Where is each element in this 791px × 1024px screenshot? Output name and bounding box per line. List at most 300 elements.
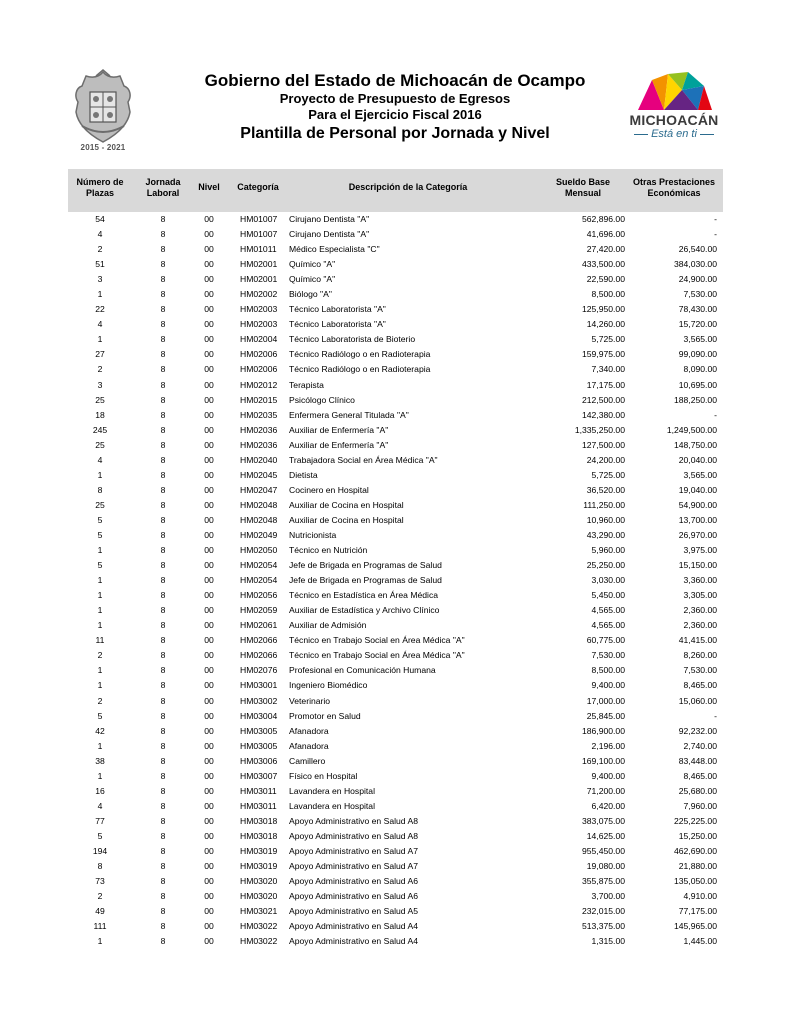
cell-descripcion: Afanadora	[289, 725, 329, 736]
cell-sueldo: 142,380.00	[581, 409, 625, 420]
cell-otras: 10,695.00	[678, 379, 717, 390]
cell-num-plazas: 3	[97, 274, 103, 285]
cell-categoria: HM02004	[240, 334, 278, 345]
cell-num-plazas: 194	[92, 845, 108, 856]
cell-sueldo: 5,960.00	[591, 545, 625, 556]
cell-nivel: 00	[204, 484, 214, 495]
table-row	[0, 393, 791, 408]
cell-categoria: HM02003	[240, 304, 278, 315]
cell-sueldo: 125,950.00	[581, 304, 625, 315]
cell-nivel: 00	[204, 379, 214, 390]
cell-nivel: 00	[204, 409, 214, 420]
cell-jornada: 8	[160, 575, 166, 586]
cell-descripcion: Biólogo "A"	[289, 289, 332, 300]
cell-nivel: 00	[204, 424, 214, 435]
column-header-sueldo: Sueldo Base Mensual	[555, 177, 611, 198]
cell-sueldo: 433,500.00	[581, 259, 625, 270]
cell-nivel: 00	[204, 590, 214, 601]
cell-nivel: 00	[204, 891, 214, 902]
cell-sueldo: 5,725.00	[591, 469, 625, 480]
table-row	[0, 453, 791, 468]
table-row	[0, 227, 791, 242]
table-row	[0, 724, 791, 739]
cell-otras: -	[714, 710, 717, 721]
cell-num-plazas: 1	[97, 545, 103, 556]
cell-otras: 92,232.00	[678, 725, 717, 736]
cell-jornada: 8	[160, 364, 166, 375]
cell-descripcion: Técnico Laboratorista "A"	[289, 319, 386, 330]
table-row	[0, 648, 791, 663]
cell-jornada: 8	[160, 770, 166, 781]
cell-descripcion: Nutricionista	[289, 529, 337, 540]
table-row	[0, 814, 791, 829]
cell-nivel: 00	[204, 710, 214, 721]
cell-num-plazas: 4	[97, 229, 103, 240]
table-row	[0, 618, 791, 633]
cell-nivel: 00	[204, 229, 214, 240]
cell-descripcion: Médico Especialista "C"	[289, 244, 380, 255]
cell-categoria: HM03007	[240, 770, 278, 781]
cell-jornada: 8	[160, 830, 166, 841]
cell-num-plazas: 4	[97, 454, 103, 465]
cell-jornada: 8	[160, 755, 166, 766]
cell-num-plazas: 8	[97, 861, 103, 872]
cell-otras: 77,175.00	[678, 906, 717, 917]
cell-num-plazas: 2	[97, 364, 103, 375]
cell-otras: 3,975.00	[683, 545, 717, 556]
cell-num-plazas: 54	[95, 214, 105, 224]
cell-nivel: 00	[204, 514, 214, 525]
cell-descripcion: Apoyo Administrativo en Salud A5	[289, 906, 418, 917]
cell-num-plazas: 1	[97, 680, 103, 691]
cell-otras: 8,465.00	[683, 680, 717, 691]
cell-jornada: 8	[160, 680, 166, 691]
table-row	[0, 257, 791, 272]
cell-descripcion: Auxiliar de Enfermería "A"	[289, 424, 389, 435]
cell-otras: 3,565.00	[683, 469, 717, 480]
cell-categoria: HM02003	[240, 319, 278, 330]
cell-descripcion: Lavandera en Hospital	[289, 785, 375, 796]
cell-categoria: HM02001	[240, 274, 278, 285]
cell-categoria: HM02036	[240, 424, 278, 435]
cell-sueldo: 6,420.00	[591, 800, 625, 811]
cell-sueldo: 1,315.00	[591, 936, 625, 947]
cell-nivel: 00	[204, 304, 214, 315]
cell-descripcion: Apoyo Administrativo en Salud A8	[289, 815, 418, 826]
cell-sueldo: 1,335,250.00	[574, 424, 625, 435]
cell-descripcion: Auxiliar de Enfermería "A"	[289, 439, 389, 450]
cell-jornada: 8	[160, 259, 166, 270]
cell-categoria: HM03005	[240, 740, 278, 751]
cell-jornada: 8	[160, 861, 166, 872]
cell-otras: 2,360.00	[683, 620, 717, 631]
cell-categoria: HM03019	[240, 861, 278, 872]
cell-num-plazas: 1	[97, 575, 103, 586]
cell-sueldo: 4,565.00	[591, 620, 625, 631]
table-row	[0, 287, 791, 302]
cell-categoria: HM03019	[240, 845, 278, 856]
cell-descripcion: Cocinero en Hospital	[289, 484, 369, 495]
table-row	[0, 603, 791, 618]
cell-sueldo: 955,450.00	[581, 845, 625, 856]
column-header-otras: Otras Prestaciones Económicas	[632, 177, 716, 198]
cell-descripcion: Jefe de Brigada en Programas de Salud	[289, 575, 442, 586]
cell-categoria: HM02054	[240, 560, 278, 571]
cell-jornada: 8	[160, 710, 166, 721]
cell-categoria: HM02002	[240, 289, 278, 300]
cell-otras: 1,445.00	[683, 936, 717, 947]
cell-categoria: HM03018	[240, 830, 278, 841]
cell-descripcion: Técnico Laboratorista de Bioterio	[289, 334, 416, 345]
cell-jornada: 8	[160, 514, 166, 525]
cell-descripcion: Auxiliar de Admisión	[289, 620, 367, 631]
cell-otras: 2,360.00	[683, 605, 717, 616]
cell-categoria: HM02054	[240, 575, 278, 586]
state-seal-logo	[68, 68, 138, 154]
cell-sueldo: 25,845.00	[586, 710, 625, 721]
cell-categoria: HM03005	[240, 725, 278, 736]
cell-jornada: 8	[160, 529, 166, 540]
cell-sueldo: 212,500.00	[581, 394, 625, 405]
cell-descripcion: Técnico en Estadística en Área Médica	[289, 590, 439, 601]
cell-otras: 4,910.00	[683, 891, 717, 902]
cell-descripcion: Técnico Laboratorista "A"	[289, 304, 386, 315]
cell-descripcion: Técnico Radiólogo o en Radioterapia	[289, 349, 431, 360]
cell-num-plazas: 51	[95, 259, 105, 270]
cell-otras: 15,150.00	[678, 560, 717, 571]
cell-sueldo: 36,520.00	[586, 484, 625, 495]
cell-categoria: HM03001	[240, 680, 278, 691]
cell-descripcion: Químico "A"	[289, 274, 336, 285]
cell-num-plazas: 1	[97, 770, 103, 781]
cell-nivel: 00	[204, 529, 214, 540]
cell-num-plazas: 22	[95, 304, 105, 315]
table-row	[0, 362, 791, 377]
cell-sueldo: 127,500.00	[581, 439, 625, 450]
cell-num-plazas: 4	[97, 319, 103, 330]
table-row	[0, 799, 791, 814]
cell-num-plazas: 18	[95, 409, 105, 420]
cell-otras: 78,430.00	[678, 304, 717, 315]
cell-descripcion: Lavandera en Hospital	[289, 800, 375, 811]
cell-sueldo: 19,080.00	[586, 861, 625, 872]
cell-descripcion: Apoyo Administrativo en Salud A6	[289, 876, 418, 887]
cell-jornada: 8	[160, 785, 166, 796]
cell-num-plazas: 1	[97, 289, 103, 300]
cell-otras: 2,740.00	[683, 740, 717, 751]
column-header-categoria: Categoría	[237, 182, 279, 192]
cell-otras: 19,040.00	[678, 484, 717, 495]
cell-otras: 3,305.00	[683, 590, 717, 601]
cell-jornada: 8	[160, 409, 166, 420]
cell-descripcion: Apoyo Administrativo en Salud A6	[289, 891, 418, 902]
cell-nivel: 00	[204, 259, 214, 270]
cell-descripcion: Psicólogo Clínico	[289, 394, 355, 405]
cell-sueldo: 5,725.00	[591, 334, 625, 345]
cell-descripcion: Cirujano Dentista "A"	[289, 214, 370, 224]
cell-descripcion: Jefe de Brigada en Programas de Salud	[289, 560, 442, 571]
cell-otras: -	[714, 229, 717, 240]
cell-sueldo: 14,625.00	[586, 830, 625, 841]
table-header	[68, 169, 723, 212]
cell-descripcion: Ingeniero Biomédico	[289, 680, 368, 691]
cell-num-plazas: 1	[97, 740, 103, 751]
cell-num-plazas: 5	[97, 529, 103, 540]
table-row	[0, 498, 791, 513]
cell-jornada: 8	[160, 906, 166, 917]
cell-nivel: 00	[204, 830, 214, 841]
cell-num-plazas: 1	[97, 605, 103, 616]
cell-sueldo: 14,260.00	[586, 319, 625, 330]
cell-num-plazas: 38	[95, 755, 105, 766]
cell-jornada: 8	[160, 590, 166, 601]
cell-categoria: HM02045	[240, 469, 278, 480]
cell-jornada: 8	[160, 319, 166, 330]
cell-descripcion: Auxiliar de Cocina en Hospital	[289, 514, 404, 525]
cell-descripcion: Enfermera General Titulada "A"	[289, 409, 409, 420]
cell-descripcion: Dietista	[289, 469, 318, 480]
cell-num-plazas: 4	[97, 800, 103, 811]
table-row	[0, 829, 791, 844]
cell-nivel: 00	[204, 620, 214, 631]
cell-sueldo: 71,200.00	[586, 785, 625, 796]
cell-categoria: HM03022	[240, 921, 278, 932]
cell-nivel: 00	[204, 815, 214, 826]
table-row	[0, 904, 791, 919]
cell-otras: 3,565.00	[683, 334, 717, 345]
table-row	[0, 754, 791, 769]
cell-num-plazas: 5	[97, 830, 103, 841]
cell-nivel: 00	[204, 650, 214, 661]
cell-otras: 384,030.00	[673, 259, 717, 270]
cell-num-plazas: 1	[97, 334, 103, 345]
cell-sueldo: 2,196.00	[591, 740, 625, 751]
cell-categoria: HM02001	[240, 259, 278, 270]
cell-sueldo: 9,400.00	[591, 680, 625, 691]
cell-jornada: 8	[160, 244, 166, 255]
cell-otras: 15,250.00	[678, 830, 717, 841]
cell-jornada: 8	[160, 349, 166, 360]
cell-sueldo: 7,340.00	[591, 364, 625, 375]
cell-sueldo: 60,775.00	[586, 635, 625, 646]
cell-jornada: 8	[160, 665, 166, 676]
cell-nivel: 00	[204, 695, 214, 706]
table-row	[0, 784, 791, 799]
table-row	[0, 919, 791, 934]
cell-categoria: HM02006	[240, 349, 278, 360]
table-row	[0, 889, 791, 904]
cell-categoria: HM02035	[240, 409, 278, 420]
cell-descripcion: Auxiliar de Estadística y Archivo Clínico	[289, 605, 440, 616]
cell-sueldo: 513,375.00	[581, 921, 625, 932]
cell-otras: 135,050.00	[673, 876, 717, 887]
table-row	[0, 588, 791, 603]
cell-num-plazas: 1	[97, 469, 103, 480]
cell-num-plazas: 5	[97, 514, 103, 525]
cell-descripcion: Físico en Hospital	[289, 770, 358, 781]
cell-descripcion: Apoyo Administrativo en Salud A7	[289, 845, 418, 856]
cell-nivel: 00	[204, 740, 214, 751]
cell-nivel: 00	[204, 800, 214, 811]
cell-otras: 462,690.00	[673, 845, 717, 856]
table-row	[0, 212, 791, 227]
cell-descripcion: Promotor en Salud	[289, 710, 361, 721]
cell-nivel: 00	[204, 725, 214, 736]
cell-descripcion: Apoyo Administrativo en Salud A7	[289, 861, 418, 872]
cell-jornada: 8	[160, 214, 166, 224]
cell-jornada: 8	[160, 424, 166, 435]
cell-otras: 13,700.00	[678, 514, 717, 525]
cell-otras: 83,448.00	[678, 755, 717, 766]
cell-nivel: 00	[204, 635, 214, 646]
cell-categoria: HM02040	[240, 454, 278, 465]
cell-nivel: 00	[204, 214, 214, 224]
cell-sueldo: 43,290.00	[586, 529, 625, 540]
document-subtitle-fiscal-year: Para el Ejercicio Fiscal 2016	[308, 107, 482, 122]
cell-sueldo: 25,250.00	[586, 560, 625, 571]
cell-sueldo: 5,450.00	[591, 590, 625, 601]
cell-sueldo: 562,896.00	[581, 214, 625, 224]
table-row	[0, 528, 791, 543]
cell-descripcion: Técnico en Trabajo Social en Área Médica "A"	[289, 635, 465, 646]
cell-otras: 15,060.00	[678, 695, 717, 706]
cell-descripcion: Técnico Radiólogo o en Radioterapia	[289, 364, 431, 375]
cell-categoria: HM03022	[240, 936, 278, 947]
cell-sueldo: 17,000.00	[586, 695, 625, 706]
cell-sueldo: 24,200.00	[586, 454, 625, 465]
cell-descripcion: Afanadora	[289, 740, 329, 751]
cell-otras: -	[714, 409, 717, 420]
cell-descripcion: Técnico en Nutrición	[289, 545, 368, 556]
cell-otras: -	[714, 214, 717, 224]
cell-sueldo: 4,565.00	[591, 605, 625, 616]
cell-nivel: 00	[204, 876, 214, 887]
logo-wordmark: MICHOACÁN	[629, 112, 719, 128]
cell-jornada: 8	[160, 379, 166, 390]
cell-sueldo: 383,075.00	[581, 815, 625, 826]
table-row	[0, 633, 791, 648]
cell-otras: 3,360.00	[683, 575, 717, 586]
cell-otras: 41,415.00	[678, 635, 717, 646]
cell-categoria: HM03018	[240, 815, 278, 826]
cell-num-plazas: 11	[95, 635, 105, 646]
cell-categoria: HM03011	[240, 785, 277, 796]
document-header	[150, 70, 640, 145]
cell-jornada: 8	[160, 936, 166, 947]
table-row	[0, 543, 791, 558]
cell-sueldo: 17,175.00	[586, 379, 625, 390]
cell-jornada: 8	[160, 274, 166, 285]
cell-otras: 145,965.00	[673, 921, 717, 932]
cell-sueldo: 10,960.00	[586, 514, 625, 525]
cell-num-plazas: 111	[93, 921, 107, 932]
cell-nivel: 00	[204, 605, 214, 616]
cell-categoria: HM02047	[240, 484, 278, 495]
cell-sueldo: 186,900.00	[581, 725, 625, 736]
cell-jornada: 8	[160, 334, 166, 345]
cell-jornada: 8	[160, 725, 166, 736]
cell-jornada: 8	[160, 650, 166, 661]
column-header-descripcion: Descripción de la Categoría	[348, 182, 468, 192]
cell-categoria: HM01007	[240, 214, 278, 224]
table-row	[0, 272, 791, 287]
cell-num-plazas: 1	[97, 665, 103, 676]
cell-categoria: HM02006	[240, 364, 278, 375]
table-row	[0, 438, 791, 453]
cell-sueldo: 27,420.00	[586, 244, 625, 255]
cell-otras: 148,750.00	[673, 439, 717, 450]
cell-nivel: 00	[204, 319, 214, 330]
cell-jornada: 8	[160, 635, 166, 646]
cell-nivel: 00	[204, 349, 214, 360]
table-row	[0, 663, 791, 678]
cell-descripcion: Camillero	[289, 755, 326, 766]
cell-categoria: HM01011	[240, 244, 277, 255]
table-row	[0, 573, 791, 588]
cell-nivel: 00	[204, 469, 214, 480]
cell-descripcion: Técnico en Trabajo Social en Área Médica "A"	[289, 650, 465, 661]
cell-descripcion: Trabajadora Social en Área Médica "A"	[289, 454, 438, 465]
cell-categoria: HM02050	[240, 545, 278, 556]
cell-otras: 25,680.00	[678, 785, 717, 796]
cell-categoria: HM02061	[240, 620, 278, 631]
table-row	[0, 859, 791, 874]
cell-num-plazas: 16	[95, 785, 105, 796]
cell-otras: 8,465.00	[683, 770, 717, 781]
cell-nivel: 00	[204, 334, 214, 345]
cell-num-plazas: 2	[97, 244, 103, 255]
cell-otras: 26,540.00	[678, 244, 717, 255]
cell-categoria: HM01007	[240, 229, 278, 240]
cell-descripcion: Profesional en Comunicación Humana	[289, 665, 436, 676]
cell-otras: 21,880.00	[678, 861, 717, 872]
cell-categoria: HM02048	[240, 514, 278, 525]
cell-jornada: 8	[160, 439, 166, 450]
table-row	[0, 483, 791, 498]
cell-nivel: 00	[204, 454, 214, 465]
table-row	[0, 709, 791, 724]
cell-jornada: 8	[160, 921, 166, 932]
cell-nivel: 00	[204, 274, 214, 285]
cell-jornada: 8	[160, 800, 166, 811]
table-row	[0, 332, 791, 347]
table-row	[0, 694, 791, 709]
table-row	[0, 558, 791, 573]
column-header-num-plazas: Número de Plazas	[76, 177, 124, 198]
cell-otras: 54,900.00	[678, 499, 717, 510]
cell-num-plazas: 25	[95, 499, 105, 510]
document-title: Gobierno del Estado de Michoacán de Ocampo	[204, 71, 586, 90]
cell-categoria: HM02056	[240, 590, 278, 601]
cell-sueldo: 3,030.00	[591, 575, 625, 586]
cell-categoria: HM02015	[240, 394, 278, 405]
cell-num-plazas: 5	[97, 560, 103, 571]
cell-descripcion: Auxiliar de Cocina en Hospital	[289, 499, 404, 510]
cell-nivel: 00	[204, 845, 214, 856]
cell-num-plazas: 1	[97, 936, 103, 947]
cell-jornada: 8	[160, 499, 166, 510]
cell-jornada: 8	[160, 560, 166, 571]
cell-descripcion: Apoyo Administrativo en Salud A4	[289, 936, 418, 947]
cell-categoria: HM02048	[240, 499, 278, 510]
cell-sueldo: 232,015.00	[581, 906, 625, 917]
cell-categoria: HM02059	[240, 605, 278, 616]
cell-descripcion: Apoyo Administrativo en Salud A8	[289, 830, 418, 841]
cell-num-plazas: 25	[95, 394, 105, 405]
table-row	[0, 378, 791, 393]
cell-otras: 99,090.00	[678, 349, 717, 360]
cell-jornada: 8	[160, 620, 166, 631]
